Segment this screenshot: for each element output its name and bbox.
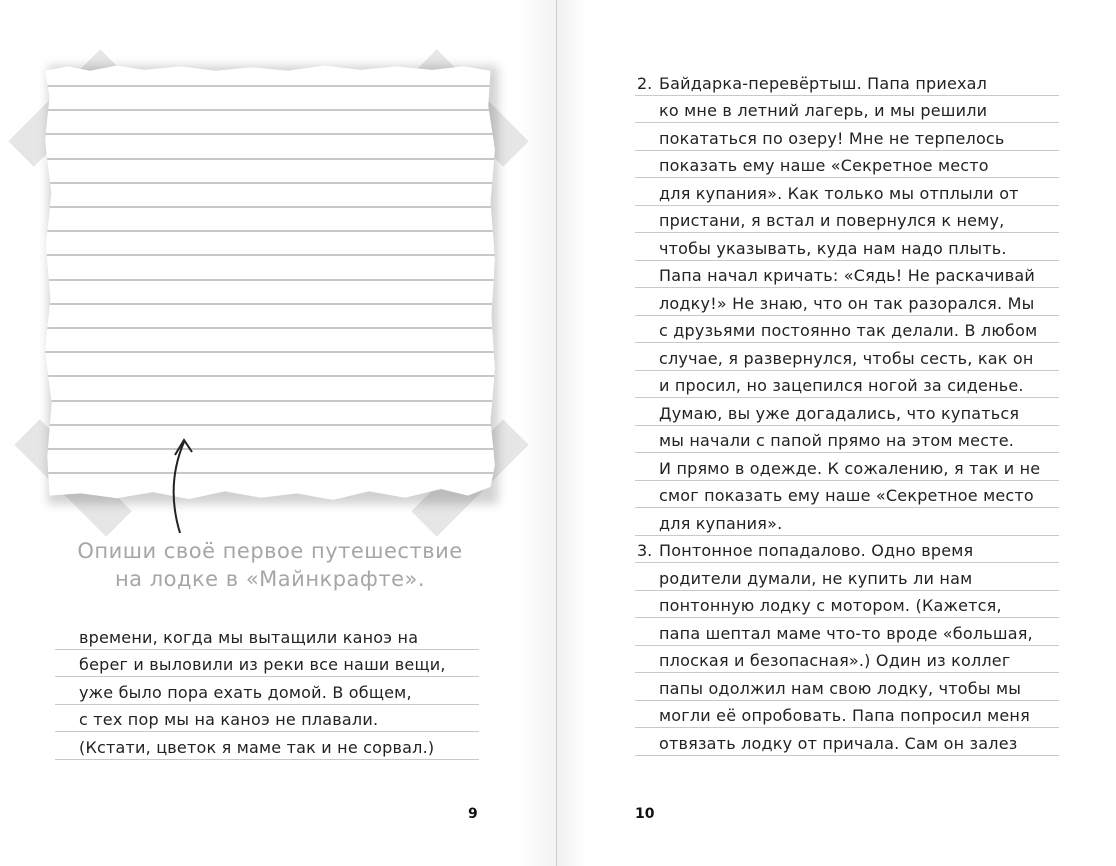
text-line: для купания». <box>659 513 783 533</box>
text-row <box>635 151 1059 179</box>
text-line: Думаю, вы уже догадались, что купаться <box>659 403 1020 423</box>
text-line: И прямо в одежде. К сожалению, я так и не <box>659 458 1041 478</box>
text-row <box>635 453 1059 481</box>
text-line: родители думали, не купить ли нам <box>659 568 973 588</box>
text-row <box>635 701 1059 729</box>
text-line: уже было пора ехать домой. В общем, <box>79 682 412 702</box>
text-row <box>55 732 479 760</box>
right-text-block <box>635 68 1059 756</box>
prompt-line: Опиши своё первое путешествие <box>77 539 463 563</box>
left-page <box>0 0 557 866</box>
text-row <box>635 206 1059 234</box>
text-line: пристани, я встал и повернулся к нему, <box>659 211 1005 230</box>
text-line: Понтонное попадалово. Одно время <box>659 541 974 560</box>
arrow-icon <box>150 430 230 540</box>
text-row <box>635 261 1059 289</box>
text-line: показать ему наше «Секретное место <box>659 156 989 175</box>
text-line: чтобы указывать, куда нам надо плыть. <box>659 238 1007 258</box>
text-line: Папа начал кричать: «Сядь! Не раскачивай <box>659 266 1035 285</box>
paper-ruled-line <box>45 424 495 426</box>
torn-note-paper <box>45 62 495 500</box>
paper-ruled-line <box>45 109 495 111</box>
text-line: могли её опробовать. Папа попросил меня <box>659 706 1030 725</box>
text-line: ко мне в летний лагерь, и мы решили <box>659 101 988 120</box>
text-row <box>635 536 1059 564</box>
paper-ruled-line <box>45 230 495 232</box>
text-line: папа шептал маме что-то вроде «большая, <box>659 623 1033 643</box>
spine-shadow <box>517 0 557 866</box>
text-row <box>635 481 1059 509</box>
text-line: папы одолжил нам свою лодку, чтобы мы <box>659 678 1022 698</box>
text-line: лодку!» Не знаю, что он так разорался. Мы <box>659 293 1035 313</box>
text-row <box>55 650 479 678</box>
list-number: 3. <box>637 541 653 560</box>
text-row <box>635 398 1059 426</box>
text-row <box>635 371 1059 399</box>
text-row <box>55 705 479 733</box>
text-row <box>635 728 1059 756</box>
text-row <box>55 677 479 705</box>
text-line: плоская и безопасная».) Один из коллег <box>659 651 1011 670</box>
text-row <box>635 591 1059 619</box>
text-line: с друзьями постоянно так делали. В любом <box>659 321 1038 340</box>
paper-ruled-line <box>45 206 495 208</box>
text-row <box>635 316 1059 344</box>
text-line: с тех пор мы на каноэ не плавали. <box>79 710 379 729</box>
paper-ruled-line <box>45 158 495 160</box>
paper-ruled-line <box>45 327 495 329</box>
spine-shadow <box>557 0 587 866</box>
text-line: случае, я развернулся, чтобы сесть, как он <box>659 348 1034 368</box>
text-row <box>635 288 1059 316</box>
list-number: 2. <box>637 73 653 93</box>
paper-ruled-line <box>45 254 495 256</box>
text-row <box>635 646 1059 674</box>
text-line: времени, когда мы вытащили каноэ на <box>79 627 419 647</box>
paper-ruled-line <box>45 375 495 377</box>
text-line: Байдарка-перевёртыш. Папа приехал <box>659 73 988 93</box>
page-number: 9 <box>468 806 478 822</box>
text-line: (Кстати, цветок я маме так и не сорвал.) <box>79 737 435 757</box>
paper-ruled-line <box>45 85 495 87</box>
paper-ruled-line <box>45 351 495 353</box>
left-text-block <box>55 622 479 760</box>
paper-ruled-line <box>45 448 495 450</box>
right-page <box>557 0 1116 866</box>
text-row <box>635 618 1059 646</box>
writing-prompt <box>40 537 500 593</box>
text-row <box>635 68 1059 96</box>
text-row <box>55 622 479 650</box>
text-line: покататься по озеру! Мне не терпелось <box>659 128 1005 148</box>
paper-ruled-line <box>45 400 495 402</box>
text-line: понтонную лодку с мотором. (Кажется, <box>659 596 1002 615</box>
paper-ruled-line <box>45 472 495 474</box>
text-row <box>635 233 1059 261</box>
text-row <box>635 96 1059 124</box>
text-line: отвязать лодку от причала. Сам он залез <box>659 733 1018 753</box>
text-row <box>635 123 1059 151</box>
text-line: и просил, но зацепился ногой за сиденье. <box>659 376 1024 395</box>
paper-ruled-line <box>45 133 495 135</box>
text-line: мы начали с папой прямо на этом месте. <box>659 431 1015 450</box>
text-row <box>635 673 1059 701</box>
prompt-line: на лодке в «Майнкрафте». <box>114 567 426 591</box>
text-row <box>635 426 1059 454</box>
text-row <box>635 343 1059 371</box>
paper-ruled-line <box>45 303 495 305</box>
paper-ruled-line <box>45 182 495 184</box>
text-row <box>635 178 1059 206</box>
paper-ruled-line <box>45 279 495 281</box>
text-line: для купания». Как только мы отплыли от <box>659 183 1019 203</box>
page-number: 10 <box>635 806 655 822</box>
text-line: берег и выловили из реки все наши вещи, <box>79 655 446 674</box>
text-row <box>635 508 1059 536</box>
text-row <box>635 563 1059 591</box>
text-line: смог показать ему наше «Секретное место <box>659 486 1034 505</box>
